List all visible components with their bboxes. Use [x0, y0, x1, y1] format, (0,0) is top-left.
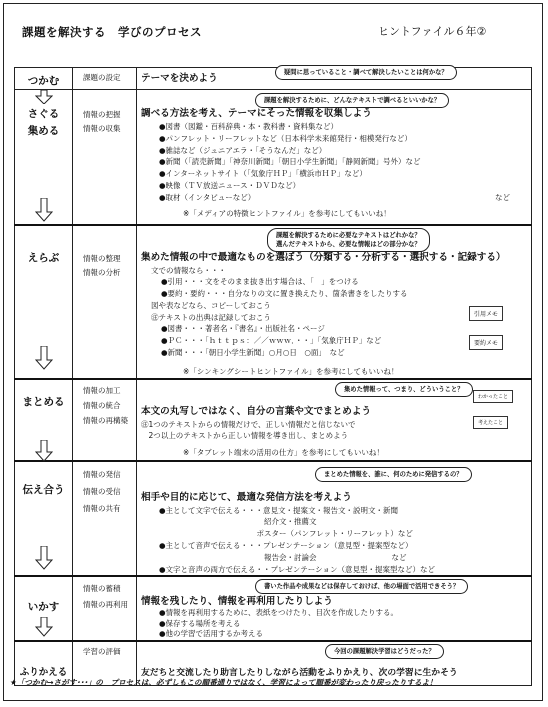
question-bubble: 今回の課題解決学習はどうだった？ — [325, 644, 444, 659]
sub-label: 情報の統合 — [83, 400, 121, 410]
list-item: ●要約・要約・・・自分なりの文に置き換えたり、箇条書きをしたりする — [161, 289, 408, 299]
sub-cell — [73, 576, 137, 641]
stage-cell — [15, 90, 73, 225]
list-item: 2つ以上のテキストから正しい情報を導き出し、まとめよう — [141, 431, 349, 441]
summary-memo-tag: 要約メモ — [469, 335, 503, 350]
question-bubble: 課題を解決するために必要なテキストはどれかな？ 選んだテキストから、必要な情報はどの部分かな？ — [267, 228, 430, 252]
stage-cell — [15, 225, 73, 379]
row-sagaru — [15, 90, 532, 225]
sub-label: 情報の分析 — [83, 267, 121, 277]
sub-cell — [73, 90, 137, 225]
down-arrow-icon — [35, 617, 53, 639]
sub-cell — [73, 461, 137, 577]
row-heading: 調べる方法を考え、テーマにそった情報を収集しよう — [141, 108, 372, 119]
list-item: ●他の学習で活用するか考える — [159, 629, 264, 639]
sub-label: 情報の整理 — [83, 253, 121, 263]
row-matomeru — [15, 379, 532, 461]
sub-label: 学習の評価 — [83, 646, 121, 656]
row-heading: 情報を残したり、情報を再利用したりしよう — [141, 596, 333, 608]
stage-label: つかむ — [27, 75, 60, 87]
question-bubble: まとめた情報を、誰に、何のために発信するの？ — [315, 467, 472, 482]
list-item: ●新聞・・・「朝日小学生新聞」○月○日 ○面」 など — [161, 348, 345, 358]
list-item: ㊟テキストの出典は記録しておこう — [151, 312, 271, 322]
row-tsukamu — [15, 68, 532, 90]
row-tsutaeau — [15, 461, 532, 577]
sub-cell — [73, 379, 137, 461]
sub-label: 情報の把握 — [83, 110, 121, 119]
list-item: ポスター（パンフレット・リーフレット）など — [159, 529, 413, 539]
row-heading: 本文の丸写しではなく、自分の言葉や文でまとめよう — [141, 405, 372, 417]
list-item: ●パンフレット・リーフレットなど（日本科学未来館発行・相模発行など） — [159, 133, 412, 143]
row-heading: テーマを決めよう — [141, 73, 218, 84]
list-item: 文での情報なら・・・ — [151, 265, 226, 275]
stage-cell — [15, 576, 73, 641]
content-cell — [137, 461, 532, 577]
sub-label: 情報の再構築 — [83, 415, 128, 425]
sub-label: 情報の受信 — [83, 486, 121, 496]
list-item: ●取材（インタビューなど） — [159, 192, 256, 202]
note-text: ※「メディアの特徴ヒントファイル」を参考にしてもいいね！ — [183, 208, 391, 218]
list-item: ●文字と音声の両方で伝える・・プレゼンテーション（意見型・提案型など）など — [159, 564, 435, 574]
stage-label: ふりかえる — [19, 666, 68, 678]
list-item: ●図書・・・著者名・『書名』・出版社名・ページ — [161, 324, 325, 334]
down-arrow-icon — [35, 346, 53, 368]
content-cell — [137, 576, 532, 641]
list-item: 図や表などなら、コピーしておこう — [151, 300, 271, 310]
list-item: ●図書（図鑑・百科辞典・本・教科書・資料集など） — [159, 122, 339, 131]
stage-label: まとめる — [22, 395, 65, 408]
sub-label: 情報の再利用 — [83, 600, 128, 610]
understood-tag: わかったこと — [473, 390, 513, 403]
content-cell — [137, 68, 532, 90]
sub-label: 情報の発信 — [83, 469, 121, 479]
sub-label: 情報の加工 — [83, 385, 121, 395]
stage-cell — [15, 461, 73, 577]
stage-label: 伝え合う — [22, 483, 65, 496]
content-cell — [137, 90, 532, 225]
sub-label: 課題の設定 — [83, 73, 121, 82]
stage-label: いかす — [27, 601, 60, 614]
stage-cell — [15, 68, 73, 90]
row-ikasu — [15, 576, 532, 641]
content-cell — [137, 379, 532, 461]
question-bubble: 書いた作品や成果などは保存しておけば、他の場面で活用できそう？ — [255, 579, 468, 594]
sub-label: 情報の収集 — [83, 124, 121, 133]
question-bubble: 集めた情報って、つまり、どういうこと？ — [335, 382, 473, 397]
note-text: ※「タブレット端末の活用の仕方」を参考にしてもいいね！ — [183, 448, 384, 458]
list-item: ㊟1つのテキストからの情報だけで、正しい情報だと信じないで — [141, 419, 356, 429]
list-item: 報告会・討論会 など — [159, 552, 407, 562]
etc-label: など — [495, 192, 510, 202]
row-heading: 友だちと交流したり助言したりしながら活動をふりかえり、次の学習に生かそう — [141, 667, 458, 678]
sub-cell — [73, 68, 137, 90]
stage-label: 集める — [27, 125, 60, 137]
list-item: 紹介文・推薦文 — [159, 517, 317, 527]
list-item: ●引用・・・文をそのまま抜き出す場合は、「 」をつける — [161, 277, 359, 287]
hint-file-label: ヒントファイル６年② — [378, 25, 487, 38]
stage-label: さぐる — [27, 108, 60, 120]
down-arrow-icon — [35, 198, 53, 220]
thought-tag: 考えたこと — [473, 416, 508, 429]
row-erabu — [15, 225, 532, 379]
process-table — [14, 67, 532, 686]
question-bubble: 疑問に思っていること・調べて解決したいことは何かな？ — [275, 65, 457, 80]
footer-note: ★「つかむ→さがす･･･」の プロセスは、必ずしもこの順番通りではなく、学習によって順番が変わったり戻ったりするよ！ — [10, 678, 437, 687]
note-text: ※「シンキングシートヒントファイル」を参考にしてもいいね！ — [183, 366, 399, 376]
down-arrow-icon — [35, 440, 53, 462]
row-heading: 集めた情報の中で最適なものを選ぼう（分類する・分析する・選択する・記録する） — [141, 251, 506, 263]
list-item: ●雑誌など（ジュニアエラ・「そうなんだ」など） — [159, 145, 327, 155]
list-item: ●新聞（「読売新聞」「神奈川新聞」「朝日小学生新聞」「静岡新聞」号外）など — [159, 157, 421, 167]
list-item: ●情報を再利用するために、表紙をつけたり、目次を作成したりする。 — [159, 608, 399, 618]
list-item: ●主として文字で伝える・・・意見文・提案文・報告文・説明文・新聞 — [159, 505, 399, 515]
list-item: ●主として音声で伝える・・・プレゼンテーション（意見型・提案型など） — [159, 541, 413, 551]
sub-label: 情報の共有 — [83, 503, 121, 513]
sub-cell — [73, 225, 137, 379]
list-item: ●保存する場所を考える — [159, 618, 241, 628]
list-item: ●ＰＣ・・・「ｈｔｔｐｓ：／／ｗｗｗ．・・」「気象庁ＨＰ」など — [161, 336, 382, 346]
sub-label: 情報の蓄積 — [83, 584, 121, 594]
list-item: ●インターネットサイト（「気象庁ＨＰ」「横浜市ＨＰ」など） — [159, 169, 367, 179]
quote-memo-tag: 引用メモ — [469, 306, 503, 321]
page-title: 課題を解決する 学びのプロセス — [22, 25, 202, 39]
down-arrow-icon — [35, 546, 53, 568]
question-bubble: 課題を解決するために、どんなテキストで調べるといいかな？ — [255, 93, 449, 108]
row-heading: 相手や目的に応じて、最適な発信方法を考えよう — [141, 491, 352, 503]
list-item: ●映像（ＴＶ放送ニュース・ＤＶＤなど） — [159, 180, 301, 190]
stage-cell — [15, 379, 73, 461]
content-cell — [137, 225, 532, 379]
stage-label: えらぶ — [27, 251, 60, 264]
